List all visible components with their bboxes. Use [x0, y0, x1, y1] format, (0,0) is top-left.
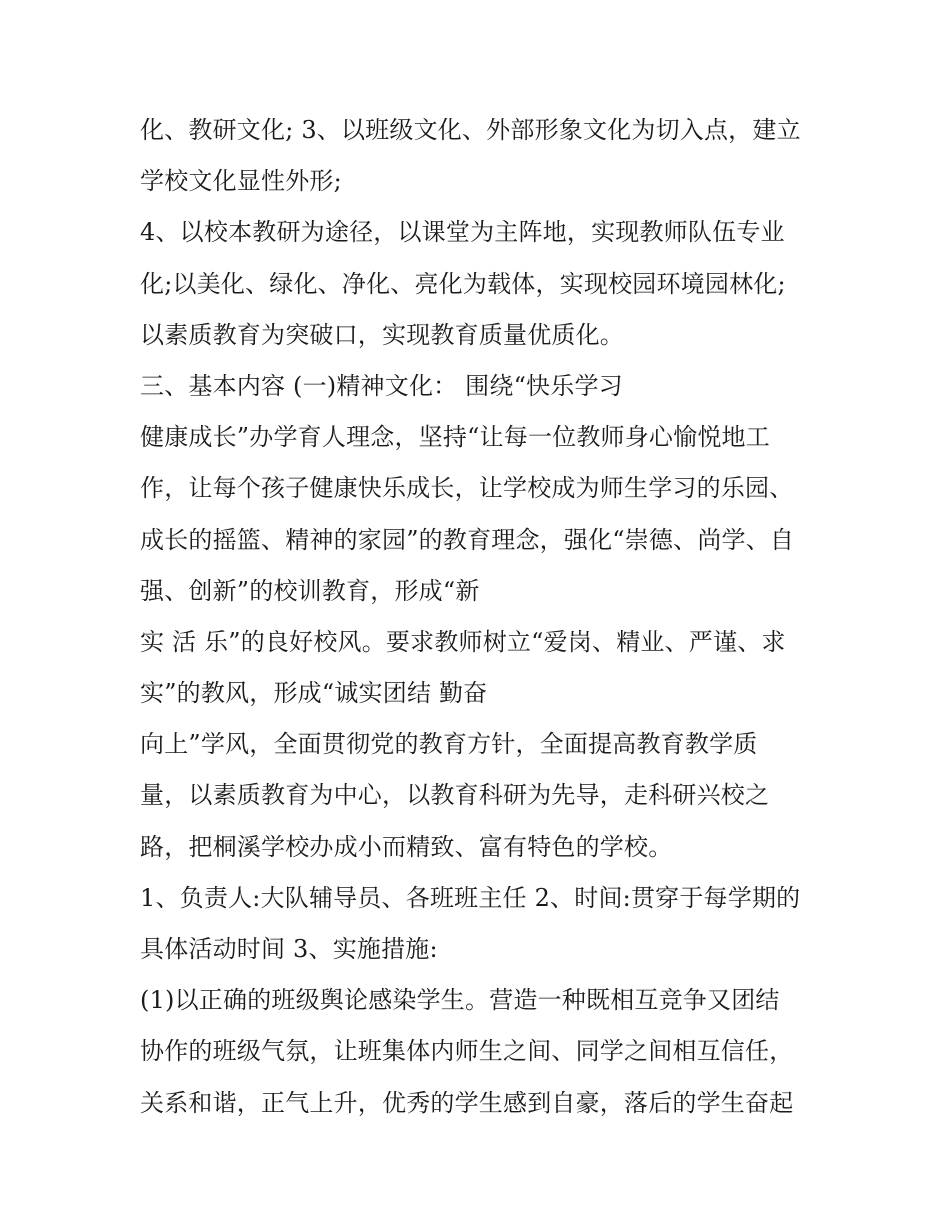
document-body	[140, 105, 830, 1129]
text-line: 关系和谐，正气上升，优秀的学生感到自豪，落后的学生奋起	[140, 1088, 794, 1117]
text-line: 1、负责人:大队辅导员、各班班主任 2、时间:贯穿于每学期的	[140, 883, 801, 912]
text-line: 4、以校本教研为途径，以课堂为主阵地，实现教师队伍专业	[140, 218, 785, 247]
text-line: 实”的教风，形成“诚实团结 勤奋	[140, 679, 488, 708]
text-line: 学校文化显性外形;	[140, 167, 342, 196]
text-line: 协作的班级气氛，让班集体内师生之间、同学之间相互信任，	[140, 1037, 794, 1066]
text-line: 化;以美化、绿化、净化、亮化为载体，实现校园环境园林化;	[140, 269, 786, 298]
text-line: 化、教研文化; 3、以班级文化、外部形象文化为切入点，建立	[140, 116, 801, 144]
text-line: 健康成长”办学育人理念，坚持“让每一位教师身心愉悦地工	[140, 423, 770, 452]
section-heading-line: 三、基本内容 (一)精神文化： 围绕“快乐学习	[140, 371, 623, 400]
text-line: 强、创新”的校训教育，形成“新	[140, 576, 480, 605]
text-line: 以素质教育为突破口，实现教育质量优质化。	[140, 320, 624, 349]
text-line: 向上”学风，全面贯彻党的教育方针，全面提高教育教学质	[140, 730, 758, 759]
text-line: 作，让每个孩子健康快乐成长，让学校成为师生学习的乐园、	[140, 474, 794, 503]
text-line: (1)以正确的班级舆论感染学生。营造一种既相互竞争又团结	[140, 986, 780, 1015]
text-line: 量，以素质教育为中心，以教育科研为先导，走科研兴校之	[140, 781, 770, 810]
text-line: 具体活动时间 3、实施措施:	[140, 935, 438, 963]
text-line: 成长的摇篮、精神的家园”的教育理念，强化“崇德、尚学、自	[140, 525, 795, 554]
text-line: 实 活 乐”的良好校风。要求教师树立“爱岗、精业、严谨、求	[140, 627, 786, 656]
text-line: 路，把桐溪学校办成小而精致、富有特色的学校。	[140, 832, 673, 861]
